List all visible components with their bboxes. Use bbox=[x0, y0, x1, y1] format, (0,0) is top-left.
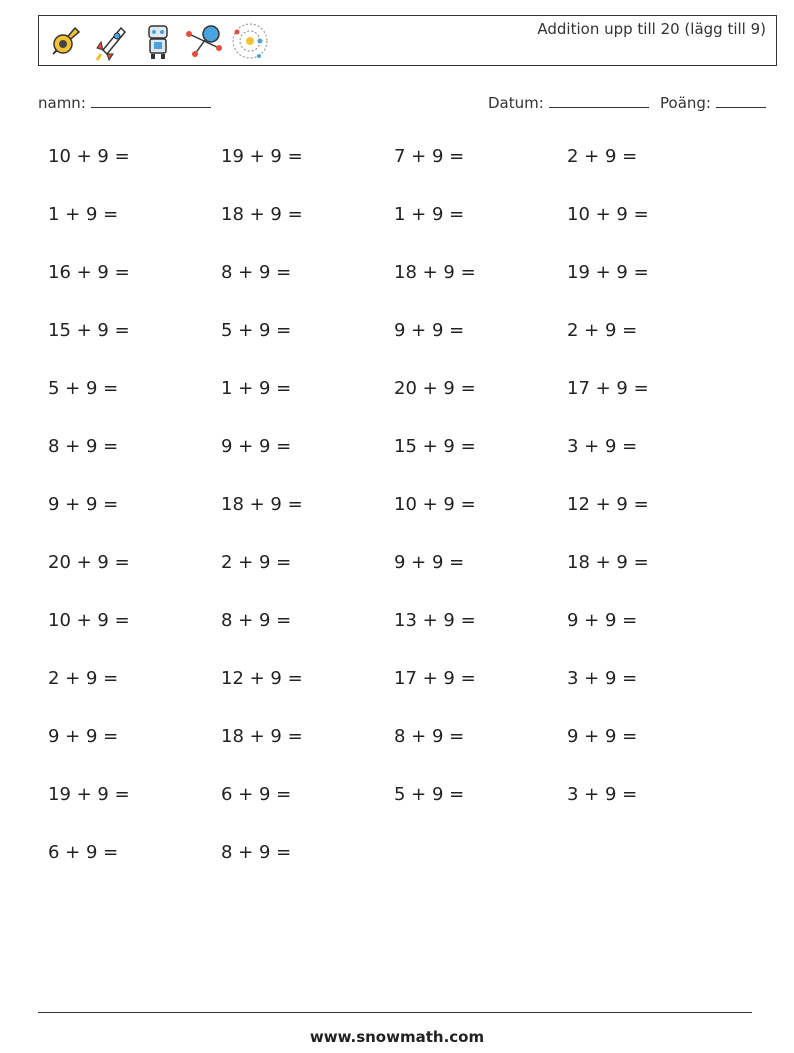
name-label: namn: bbox=[38, 94, 86, 112]
problem-item: 10 + 9 = bbox=[567, 204, 649, 225]
problem-item: 20 + 9 = bbox=[48, 552, 130, 573]
rocket-icon bbox=[91, 20, 133, 62]
problem-item: 2 + 9 = bbox=[567, 320, 638, 341]
problem-item: 6 + 9 = bbox=[48, 842, 119, 863]
date-line bbox=[549, 93, 649, 108]
problem-item: 12 + 9 = bbox=[221, 668, 303, 689]
problem-item: 9 + 9 = bbox=[48, 494, 119, 515]
problem-item: 18 + 9 = bbox=[567, 552, 649, 573]
satellite-icon bbox=[183, 20, 225, 62]
problem-item: 8 + 9 = bbox=[48, 436, 119, 457]
footer-divider bbox=[38, 1012, 752, 1013]
problem-item: 18 + 9 = bbox=[394, 262, 476, 283]
robot-icon bbox=[137, 20, 179, 62]
solar-system-icon bbox=[229, 20, 271, 62]
problem-item: 7 + 9 = bbox=[394, 146, 465, 167]
score-field bbox=[660, 93, 766, 112]
problem-item: 15 + 9 = bbox=[394, 436, 476, 457]
problem-item: 19 + 9 = bbox=[567, 262, 649, 283]
problem-item: 1 + 9 = bbox=[48, 204, 119, 225]
problem-item: 10 + 9 = bbox=[48, 610, 130, 631]
worksheet-header bbox=[38, 15, 777, 66]
date-label: Datum: bbox=[488, 94, 544, 112]
problem-item: 8 + 9 = bbox=[221, 262, 292, 283]
problem-item: 6 + 9 = bbox=[221, 784, 292, 805]
problem-item: 1 + 9 = bbox=[221, 378, 292, 399]
problem-item: 1 + 9 = bbox=[394, 204, 465, 225]
problem-item: 3 + 9 = bbox=[567, 668, 638, 689]
problem-item: 13 + 9 = bbox=[394, 610, 476, 631]
problem-item: 8 + 9 = bbox=[221, 610, 292, 631]
problem-item: 16 + 9 = bbox=[48, 262, 130, 283]
problem-item: 19 + 9 = bbox=[48, 784, 130, 805]
problem-item: 18 + 9 = bbox=[221, 204, 303, 225]
worksheet-title: Addition upp till 20 (lägg till 9) bbox=[537, 20, 766, 38]
problem-item: 10 + 9 = bbox=[394, 494, 476, 515]
icon-strip bbox=[45, 20, 271, 62]
score-label: Poäng: bbox=[660, 94, 711, 112]
name-line bbox=[91, 93, 211, 108]
problem-item: 17 + 9 = bbox=[567, 378, 649, 399]
problem-item: 18 + 9 = bbox=[221, 726, 303, 747]
score-line bbox=[716, 93, 766, 108]
problem-item: 9 + 9 = bbox=[567, 610, 638, 631]
problem-item: 2 + 9 = bbox=[567, 146, 638, 167]
problem-item: 2 + 9 = bbox=[221, 552, 292, 573]
problem-item: 17 + 9 = bbox=[394, 668, 476, 689]
date-field bbox=[488, 93, 649, 112]
problem-item: 8 + 9 = bbox=[394, 726, 465, 747]
problem-item: 2 + 9 = bbox=[48, 668, 119, 689]
problem-item: 8 + 9 = bbox=[221, 842, 292, 863]
problem-item: 9 + 9 = bbox=[394, 552, 465, 573]
name-field bbox=[38, 93, 211, 112]
problem-item: 20 + 9 = bbox=[394, 378, 476, 399]
problem-item: 3 + 9 = bbox=[567, 436, 638, 457]
problem-item: 12 + 9 = bbox=[567, 494, 649, 515]
problem-item: 18 + 9 = bbox=[221, 494, 303, 515]
problem-item: 5 + 9 = bbox=[394, 784, 465, 805]
problem-item: 9 + 9 = bbox=[221, 436, 292, 457]
problem-item: 15 + 9 = bbox=[48, 320, 130, 341]
footer-site: www.snowmath.com bbox=[309, 1028, 485, 1046]
problem-item: 10 + 9 = bbox=[48, 146, 130, 167]
problem-item: 9 + 9 = bbox=[48, 726, 119, 747]
problem-item: 9 + 9 = bbox=[567, 726, 638, 747]
problem-item: 5 + 9 = bbox=[48, 378, 119, 399]
planet-icon bbox=[45, 20, 87, 62]
problem-item: 9 + 9 = bbox=[394, 320, 465, 341]
problem-item: 19 + 9 = bbox=[221, 146, 303, 167]
problem-item: 3 + 9 = bbox=[567, 784, 638, 805]
problem-item: 5 + 9 = bbox=[221, 320, 292, 341]
